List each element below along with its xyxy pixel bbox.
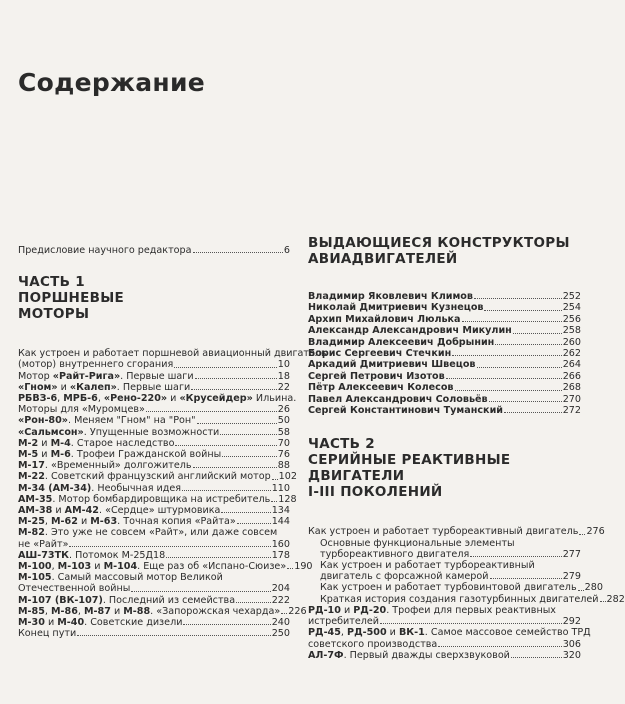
leader-dots	[69, 546, 270, 547]
leader-dots	[462, 321, 562, 322]
leader-dots	[237, 523, 271, 524]
toc-entry-page: 270	[562, 393, 581, 405]
part1-title-line1: ПОРШНЕВЫЕ	[18, 290, 125, 307]
toc-entry-page: 10	[277, 359, 290, 371]
toc-entry-page: 22	[277, 381, 290, 393]
toc-text: и	[57, 381, 70, 393]
engine-name: М-87	[84, 605, 111, 617]
toc-entry-title	[18, 561, 286, 572]
toc-entry-line	[308, 605, 581, 616]
engine-name: «Калеп»	[69, 381, 117, 393]
toc-text: . Самое массовое семейство ТРД	[424, 627, 591, 639]
toc-entry-line: Как устроен и работает турбореактивный	[320, 560, 535, 572]
toc-text: ,	[340, 627, 348, 639]
toc-entry-page: 102	[278, 471, 297, 483]
toc-entry[interactable]	[308, 538, 581, 560]
part1-heading	[18, 274, 290, 322]
toc-entry-title: Конец пути	[18, 628, 77, 640]
leader-dots	[281, 613, 287, 614]
toc-entry-page: 134	[271, 505, 290, 517]
toc-entry[interactable]	[308, 560, 581, 582]
designers-heading-line2: АВИАДВИГАТЕЛЕЙ	[308, 251, 458, 267]
engine-name: «Рон-80»	[18, 415, 68, 427]
leader-dots	[489, 401, 562, 402]
toc-entry[interactable]	[18, 348, 327, 371]
engine-name: М-100	[18, 561, 52, 573]
toc-entry-title	[18, 471, 271, 482]
toc-text: . Упущенные возможности	[83, 426, 220, 438]
leader-dots	[193, 467, 277, 468]
toc-entry-title	[18, 595, 235, 606]
leader-dots	[222, 456, 277, 457]
engine-name: М-86	[51, 605, 78, 617]
engine-name: «Сальмсон»	[18, 426, 84, 438]
leader-dots	[287, 568, 293, 569]
toc-entry-page: 26	[277, 404, 290, 416]
toc-entry-title: Краткая история создания газотурбинных двигателей	[320, 593, 599, 605]
toc-entry-title	[18, 371, 194, 382]
toc-entry-designer[interactable]	[308, 302, 581, 313]
part2-label: ЧАСТЬ 2	[308, 436, 375, 453]
toc-entry[interactable]	[18, 415, 290, 426]
toc-entry[interactable]	[308, 650, 581, 661]
leader-dots	[446, 378, 562, 379]
toc-text: . Первые шаги	[120, 370, 194, 382]
toc-entry[interactable]	[18, 605, 307, 617]
designer-name: Аркадий Дмитриевич Швецов	[308, 359, 476, 371]
toc-entry-title	[18, 438, 174, 449]
leader-dots	[197, 423, 277, 424]
toc-text: . Трофеи Гражданской войны	[70, 449, 222, 461]
toc-text: . Советский французский английский мотор	[44, 471, 271, 483]
toc-entry-page: 280	[584, 582, 603, 594]
toc-text: и	[386, 627, 399, 639]
toc-entry-page: 268	[562, 382, 581, 394]
toc-text: . Это уже не совсем «Райт», или даже совсем	[44, 527, 278, 539]
toc-entry-title	[18, 483, 181, 494]
toc-entry-page: 266	[562, 370, 581, 382]
toc-entry[interactable]	[18, 371, 290, 382]
toc-entry-page: 264	[562, 359, 581, 371]
leader-dots	[195, 378, 277, 379]
toc-entry[interactable]	[18, 449, 290, 460]
designer-name: Пётр Алексеевич Колесов	[308, 382, 454, 394]
leader-dots	[513, 333, 562, 334]
leader-dots	[578, 590, 584, 591]
toc-entry[interactable]	[18, 550, 290, 561]
designer-name: Сергей Константинович Туманский	[308, 405, 504, 417]
toc-entry-page: 252	[562, 291, 581, 302]
toc-entry-page: 178	[271, 549, 290, 561]
part2-heading	[308, 436, 581, 500]
toc-text: ,	[44, 516, 51, 528]
toc-entry-page: 70	[277, 437, 290, 449]
part1-label: ЧАСТЬ 1	[18, 274, 85, 291]
toc-entry-title	[18, 606, 280, 617]
toc-entry-page: 260	[562, 336, 581, 348]
leader-dots	[182, 490, 271, 491]
toc-entry[interactable]	[18, 427, 290, 438]
designer-name: Архип Михайлович Люлька	[308, 313, 461, 325]
toc-entry-designer[interactable]	[308, 371, 581, 382]
toc-entry[interactable]	[308, 627, 591, 650]
toc-entry[interactable]	[18, 572, 290, 594]
engine-name: РД-10	[308, 604, 341, 616]
engine-name: М-34 (АМ-34)	[18, 482, 92, 494]
toc-entry-page: 279	[562, 571, 581, 583]
toc-entry-title: Как устроен и работает турбовинтовой двигатель	[320, 582, 577, 594]
designers-heading	[308, 235, 581, 267]
toc-text: . «Временный» долгожитель	[44, 460, 192, 472]
leader-dots	[221, 512, 270, 513]
leader-dots	[511, 657, 562, 658]
part2-title-line2: I-III ПОКОЛЕНИЙ	[308, 484, 443, 501]
toc-entry-page: 160	[271, 538, 290, 550]
toc-entry-title: Предисловие научного редактора	[18, 245, 192, 256]
toc-entry-page: 50	[277, 415, 290, 427]
toc-entry-page: 144	[271, 516, 290, 528]
leader-dots	[484, 310, 561, 311]
toc-text: . Точная копия «Райта»	[117, 516, 236, 528]
toc-entry[interactable]	[18, 617, 290, 628]
toc-text: . Необычная идея	[91, 482, 182, 494]
toc-entry-page: 190	[294, 561, 313, 573]
toc-entry-title: Моторы для «Муромцев»	[18, 404, 145, 416]
toc-entry[interactable]	[18, 595, 290, 606]
toc-entry-title	[18, 382, 190, 393]
designer-name: Владимир Алексеевич Добрынин	[308, 336, 495, 348]
toc-text: . «Запорожская чехарда»	[150, 605, 281, 617]
engine-name: М-103	[57, 561, 92, 573]
toc-entry-page: 110	[271, 482, 290, 494]
engine-name: М-17	[18, 460, 45, 472]
toc-entry-preface[interactable]	[18, 245, 290, 256]
engine-name: «Рено-220»	[103, 393, 168, 405]
toc-text: . Советские дизели	[84, 617, 183, 629]
toc-entry-page: 254	[562, 302, 581, 314]
leader-dots	[477, 367, 562, 368]
leader-dots	[174, 367, 277, 368]
toc-entry-title	[18, 460, 192, 471]
engine-name: М-105	[18, 572, 52, 584]
toc-text: и	[38, 449, 51, 461]
toc-right-column	[308, 235, 625, 661]
toc-entry-designer[interactable]	[308, 394, 581, 405]
leader-dots	[452, 355, 561, 356]
leader-dots	[236, 602, 271, 603]
part2-title-line1: СЕРИЙНЫЕ РЕАКТИВНЫЕ ДВИГАТЕЛИ	[308, 452, 511, 485]
leader-dots	[183, 624, 270, 625]
toc-entry-designer[interactable]	[308, 314, 581, 325]
toc-entry-line: Как устроен и работает поршневой авиационный двигатель	[18, 348, 327, 360]
toc-entry-title: Отечественной войны	[18, 583, 131, 595]
toc-text: Мотор	[18, 370, 53, 382]
engine-name: М-2	[18, 437, 39, 449]
toc-entry[interactable]	[308, 526, 605, 538]
leader-dots	[220, 434, 276, 435]
toc-entry-title: советского производства	[308, 638, 438, 650]
leader-dots	[271, 501, 277, 502]
toc-entry-title	[18, 505, 220, 516]
toc-entry-designer[interactable]	[308, 291, 581, 302]
toc-entry-title: (мотор) внутреннего сгорания	[18, 359, 174, 371]
toc-entry-title: истребителей	[308, 616, 380, 628]
toc-entry[interactable]	[308, 582, 603, 594]
leader-dots	[600, 601, 606, 602]
leader-dots	[470, 556, 561, 557]
engine-name: АЛ-7Ф	[308, 649, 344, 661]
toc-entry-designer[interactable]	[308, 325, 581, 336]
leader-dots	[166, 557, 270, 558]
toc-entry[interactable]	[18, 438, 290, 449]
toc-text: Ильина.	[252, 393, 297, 405]
designer-name: Владимир Яковлевич Климов	[308, 291, 473, 302]
toc-entry[interactable]	[18, 561, 313, 573]
toc-text: . Первые шаги	[116, 381, 191, 393]
toc-entry-page: 256	[562, 313, 581, 325]
engine-name: МРБ-6	[63, 393, 98, 405]
toc-entry-page: 262	[562, 348, 581, 360]
engine-name: М-63	[90, 516, 118, 528]
engine-name: М-30	[18, 617, 45, 629]
engine-name: ВК-1	[398, 627, 425, 639]
toc-entry-designer[interactable]	[308, 405, 581, 416]
toc-entry[interactable]	[18, 382, 290, 393]
toc-entry[interactable]	[18, 393, 297, 416]
toc-entry-page: 18	[277, 370, 290, 382]
toc-text: и	[77, 516, 91, 528]
engine-name: М-22	[18, 471, 45, 483]
toc-text: и	[167, 393, 180, 405]
engine-name: М-85	[18, 605, 45, 617]
toc-entry[interactable]	[18, 527, 290, 549]
engine-name: АШ-73ТК	[18, 549, 69, 561]
leader-dots	[175, 445, 276, 446]
part1-title-line2: МОТОРЫ	[18, 306, 90, 323]
toc-entry[interactable]	[18, 516, 290, 527]
toc-entry-page: 58	[277, 426, 290, 438]
engine-name: М-5	[18, 449, 39, 461]
leader-dots	[579, 534, 585, 535]
leader-dots	[474, 298, 562, 299]
toc-text: и	[110, 605, 124, 617]
toc-entry-title: не «Райт»	[18, 538, 69, 550]
leader-dots	[504, 412, 562, 413]
toc-entry-designer[interactable]	[308, 348, 581, 359]
designers-heading-line1: ВЫДАЮЩИЕСЯ КОНСТРУКТОРЫ	[308, 235, 570, 251]
toc-text: . Еще раз об «Испано-Сюизе»	[137, 561, 287, 573]
toc-entry-line	[308, 627, 591, 639]
toc-entry-title	[18, 516, 236, 527]
toc-entry-title	[18, 427, 219, 438]
toc-entry-page: 320	[562, 649, 581, 661]
leader-dots	[191, 389, 277, 390]
toc-text: ,	[97, 393, 104, 405]
engine-name: РД-45	[308, 627, 341, 639]
engine-name: РБВЗ-6	[18, 393, 58, 405]
toc-entry[interactable]	[308, 605, 581, 627]
toc-entry-page: 258	[562, 325, 581, 337]
engine-name: М-6	[50, 449, 71, 461]
toc-entry-page: 250	[271, 628, 290, 640]
leader-dots	[77, 635, 270, 636]
toc-text: и	[52, 505, 65, 517]
toc-entry-page: 292	[562, 616, 581, 628]
toc-entry-title: Как устроен и работает турбореактивный двигатель	[308, 526, 579, 538]
engine-name: М-4	[50, 437, 71, 449]
toc-text: ,	[77, 605, 84, 617]
toc-entry-page: 306	[562, 638, 581, 650]
leader-dots	[131, 591, 270, 592]
toc-text: ,	[57, 393, 64, 405]
page-title: Содержание	[18, 68, 206, 97]
engine-name: АМ-38	[18, 505, 53, 517]
toc-entry-line	[18, 393, 297, 405]
engine-name: РД-20	[353, 604, 387, 616]
toc-entry[interactable]	[18, 471, 297, 483]
leader-dots	[495, 344, 561, 345]
leader-dots	[490, 578, 562, 579]
toc-text: и	[38, 437, 51, 449]
engine-name: «Крусейдер»	[179, 393, 253, 405]
toc-text: . Старое наследство	[70, 437, 175, 449]
toc-entry-designer[interactable]	[308, 359, 581, 370]
engine-name: «Гном»	[18, 381, 58, 393]
toc-entry-page: 222	[271, 594, 290, 606]
toc-text: и	[91, 561, 104, 573]
toc-entry-title	[308, 650, 510, 661]
leader-dots	[193, 252, 283, 253]
toc-entry-page: 88	[277, 460, 290, 472]
engine-name: М-40	[57, 617, 85, 629]
toc-entry[interactable]	[18, 483, 290, 494]
toc-list-designers	[308, 291, 581, 416]
engine-name: РД-500	[347, 627, 387, 639]
toc-entry-title	[18, 449, 221, 460]
toc-entry-page: 76	[277, 449, 290, 461]
leader-dots	[272, 479, 278, 480]
leader-dots	[146, 411, 277, 412]
toc-entry[interactable]	[18, 628, 290, 639]
toc-text: . Последний из семейства	[102, 594, 236, 606]
toc-entry[interactable]	[308, 593, 625, 605]
toc-entry[interactable]	[18, 505, 290, 516]
toc-entry-page: 204	[271, 583, 290, 595]
engine-name: М-107 (ВК-107)	[18, 594, 103, 606]
designer-name: Павел Александрович Соловьёв	[308, 393, 488, 405]
engine-name: М-62	[51, 516, 78, 528]
toc-entry-page: 277	[562, 548, 581, 560]
toc-entry-page: 272	[562, 405, 581, 417]
toc-text: . Первый дважды сверхзвуковой	[343, 649, 510, 661]
toc-entry-page: 226	[288, 605, 307, 617]
toc-entry-page: 6	[283, 245, 290, 256]
toc-text: . Мотор бомбардировщика на истребитель	[52, 493, 271, 505]
toc-entry-title	[18, 494, 270, 505]
designer-name: Борис Сергеевич Стечкин	[308, 348, 452, 360]
toc-entry-designer[interactable]	[308, 337, 581, 348]
engine-name: «Райт-Рига»	[52, 370, 121, 382]
toc-text: ,	[44, 605, 51, 617]
engine-name: АМ-42	[64, 505, 99, 517]
toc-entry-title: двигатель с форсажной камерой	[320, 571, 489, 583]
toc-list-part2	[308, 526, 625, 661]
toc-entry-title	[18, 550, 165, 561]
toc-entry-page: 276	[586, 526, 605, 538]
toc-text: и	[44, 617, 58, 629]
toc-text: . Меняем "Гном" на "Рон"	[67, 415, 196, 427]
toc-text: ,	[51, 561, 58, 573]
toc-entry-page: 240	[271, 617, 290, 629]
toc-entry-title	[18, 415, 196, 426]
leader-dots	[380, 623, 562, 624]
toc-entry[interactable]	[18, 460, 290, 471]
designer-name: Сергей Петрович Изотов	[308, 370, 445, 382]
designer-name: Николай Дмитриевич Кузнецов	[308, 302, 484, 314]
toc-text: . Потомок М-25Д18	[69, 549, 166, 561]
toc-entry-line	[18, 572, 290, 583]
toc-entry-line: Основные функциональные элементы	[320, 537, 515, 549]
leader-dots	[455, 390, 562, 391]
designer-name: Александр Александрович Микулин	[308, 325, 512, 337]
toc-entry-line	[18, 527, 290, 538]
toc-text: . Самый массовый мотор Великой	[51, 572, 223, 584]
toc-entry-title	[18, 617, 182, 628]
engine-name: АМ-35	[18, 493, 53, 505]
toc-text: и	[340, 604, 354, 616]
toc-entry-title: турбореактивного двигателя	[320, 548, 470, 560]
toc-text: . «Сердце» штурмовика	[98, 505, 221, 517]
toc-text: . Трофеи для первых реактивных	[386, 604, 556, 616]
toc-entry[interactable]	[18, 493, 297, 505]
engine-name: М-88	[123, 605, 151, 617]
toc-entry-designer[interactable]	[308, 382, 581, 393]
leader-dots	[438, 646, 561, 647]
engine-name: М-25	[18, 516, 45, 528]
engine-name: М-82	[18, 527, 45, 539]
toc-entry-page: 128	[278, 493, 297, 505]
engine-name: М-104	[103, 561, 138, 573]
toc-entry-page: 282	[606, 593, 625, 605]
